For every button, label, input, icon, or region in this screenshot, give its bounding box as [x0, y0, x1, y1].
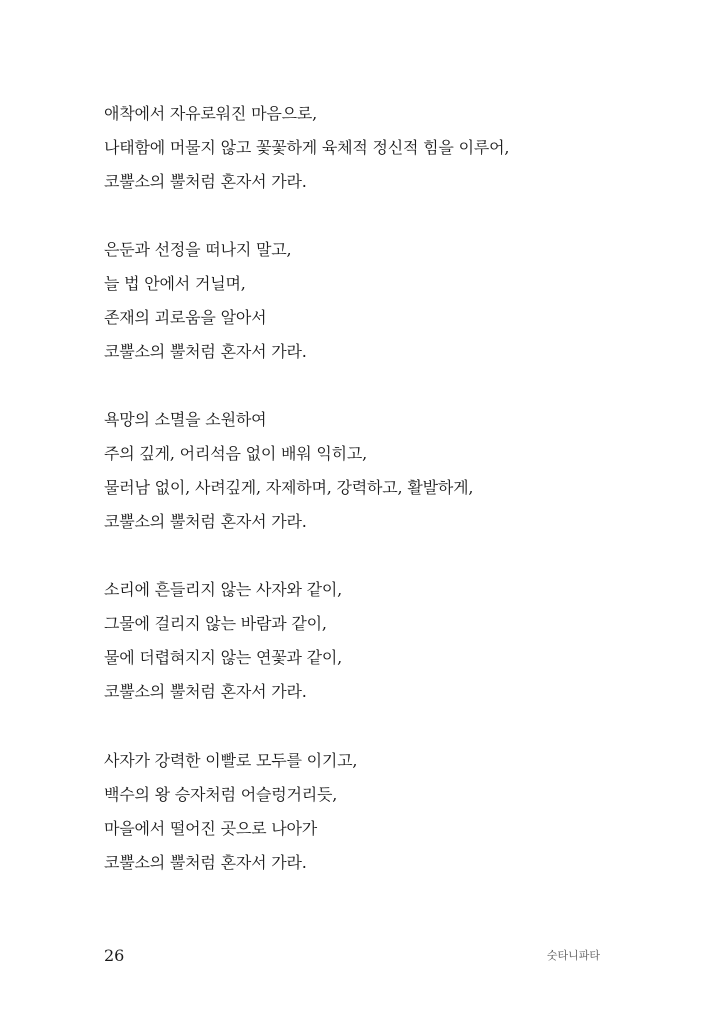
- stanza-5: [104, 744, 664, 880]
- verse-line: 코뿔소의 뿔처럼 혼자서 가라.: [104, 172, 307, 191]
- verse-line: 코뿔소의 뿔처럼 혼자서 가라.: [104, 682, 307, 701]
- verse-line: 백수의 왕 승자처럼 어슬렁거리듯,: [104, 785, 338, 804]
- verse-line: 코뿔소의 뿔처럼 혼자서 가라.: [104, 512, 307, 531]
- verse-line: 나태함에 머물지 않고 꽃꽃하게 육체적 정신적 힘을 이루어,: [104, 138, 510, 157]
- stanza-3: [104, 403, 664, 539]
- stanza-4: [104, 573, 664, 709]
- verse-line: 늘 법 안에서 거닐며,: [104, 274, 246, 293]
- verse-line: 물러남 없이, 사려깊게, 자제하며, 강력하고, 활발하게,: [104, 478, 474, 497]
- verse-line: 은둔과 선정을 떠나지 말고,: [104, 240, 292, 259]
- verse-line: 주의 깊게, 어리석음 없이 배워 익히고,: [104, 444, 368, 463]
- stanza-1: [104, 97, 664, 199]
- stanza-2: [104, 233, 664, 369]
- verse-line: 소리에 흔들리지 않는 사자와 같이,: [104, 580, 343, 599]
- verse-line: 코뿔소의 뿔처럼 혼자서 가라.: [104, 342, 307, 361]
- verse-line: 그물에 걸리지 않는 바람과 같이,: [104, 614, 327, 633]
- verse-line: 코뿔소의 뿔처럼 혼자서 가라.: [104, 853, 307, 872]
- page-number: 26: [104, 946, 125, 965]
- verse-line: 마을에서 떨어진 곳으로 나아가: [104, 819, 317, 838]
- verse-line: 애착에서 자유로워진 마음으로,: [104, 104, 317, 123]
- verse-line: 욕망의 소멸을 소원하여: [104, 410, 267, 429]
- running-footer-title: 숫타니파타: [546, 949, 600, 962]
- verse-line: 사자가 강력한 이빨로 모두를 이기고,: [104, 751, 358, 770]
- verse-line: 존재의 괴로움을 알아서: [104, 308, 267, 327]
- verse-line: 물에 더렵혀지지 않는 연꽃과 같이,: [104, 648, 343, 667]
